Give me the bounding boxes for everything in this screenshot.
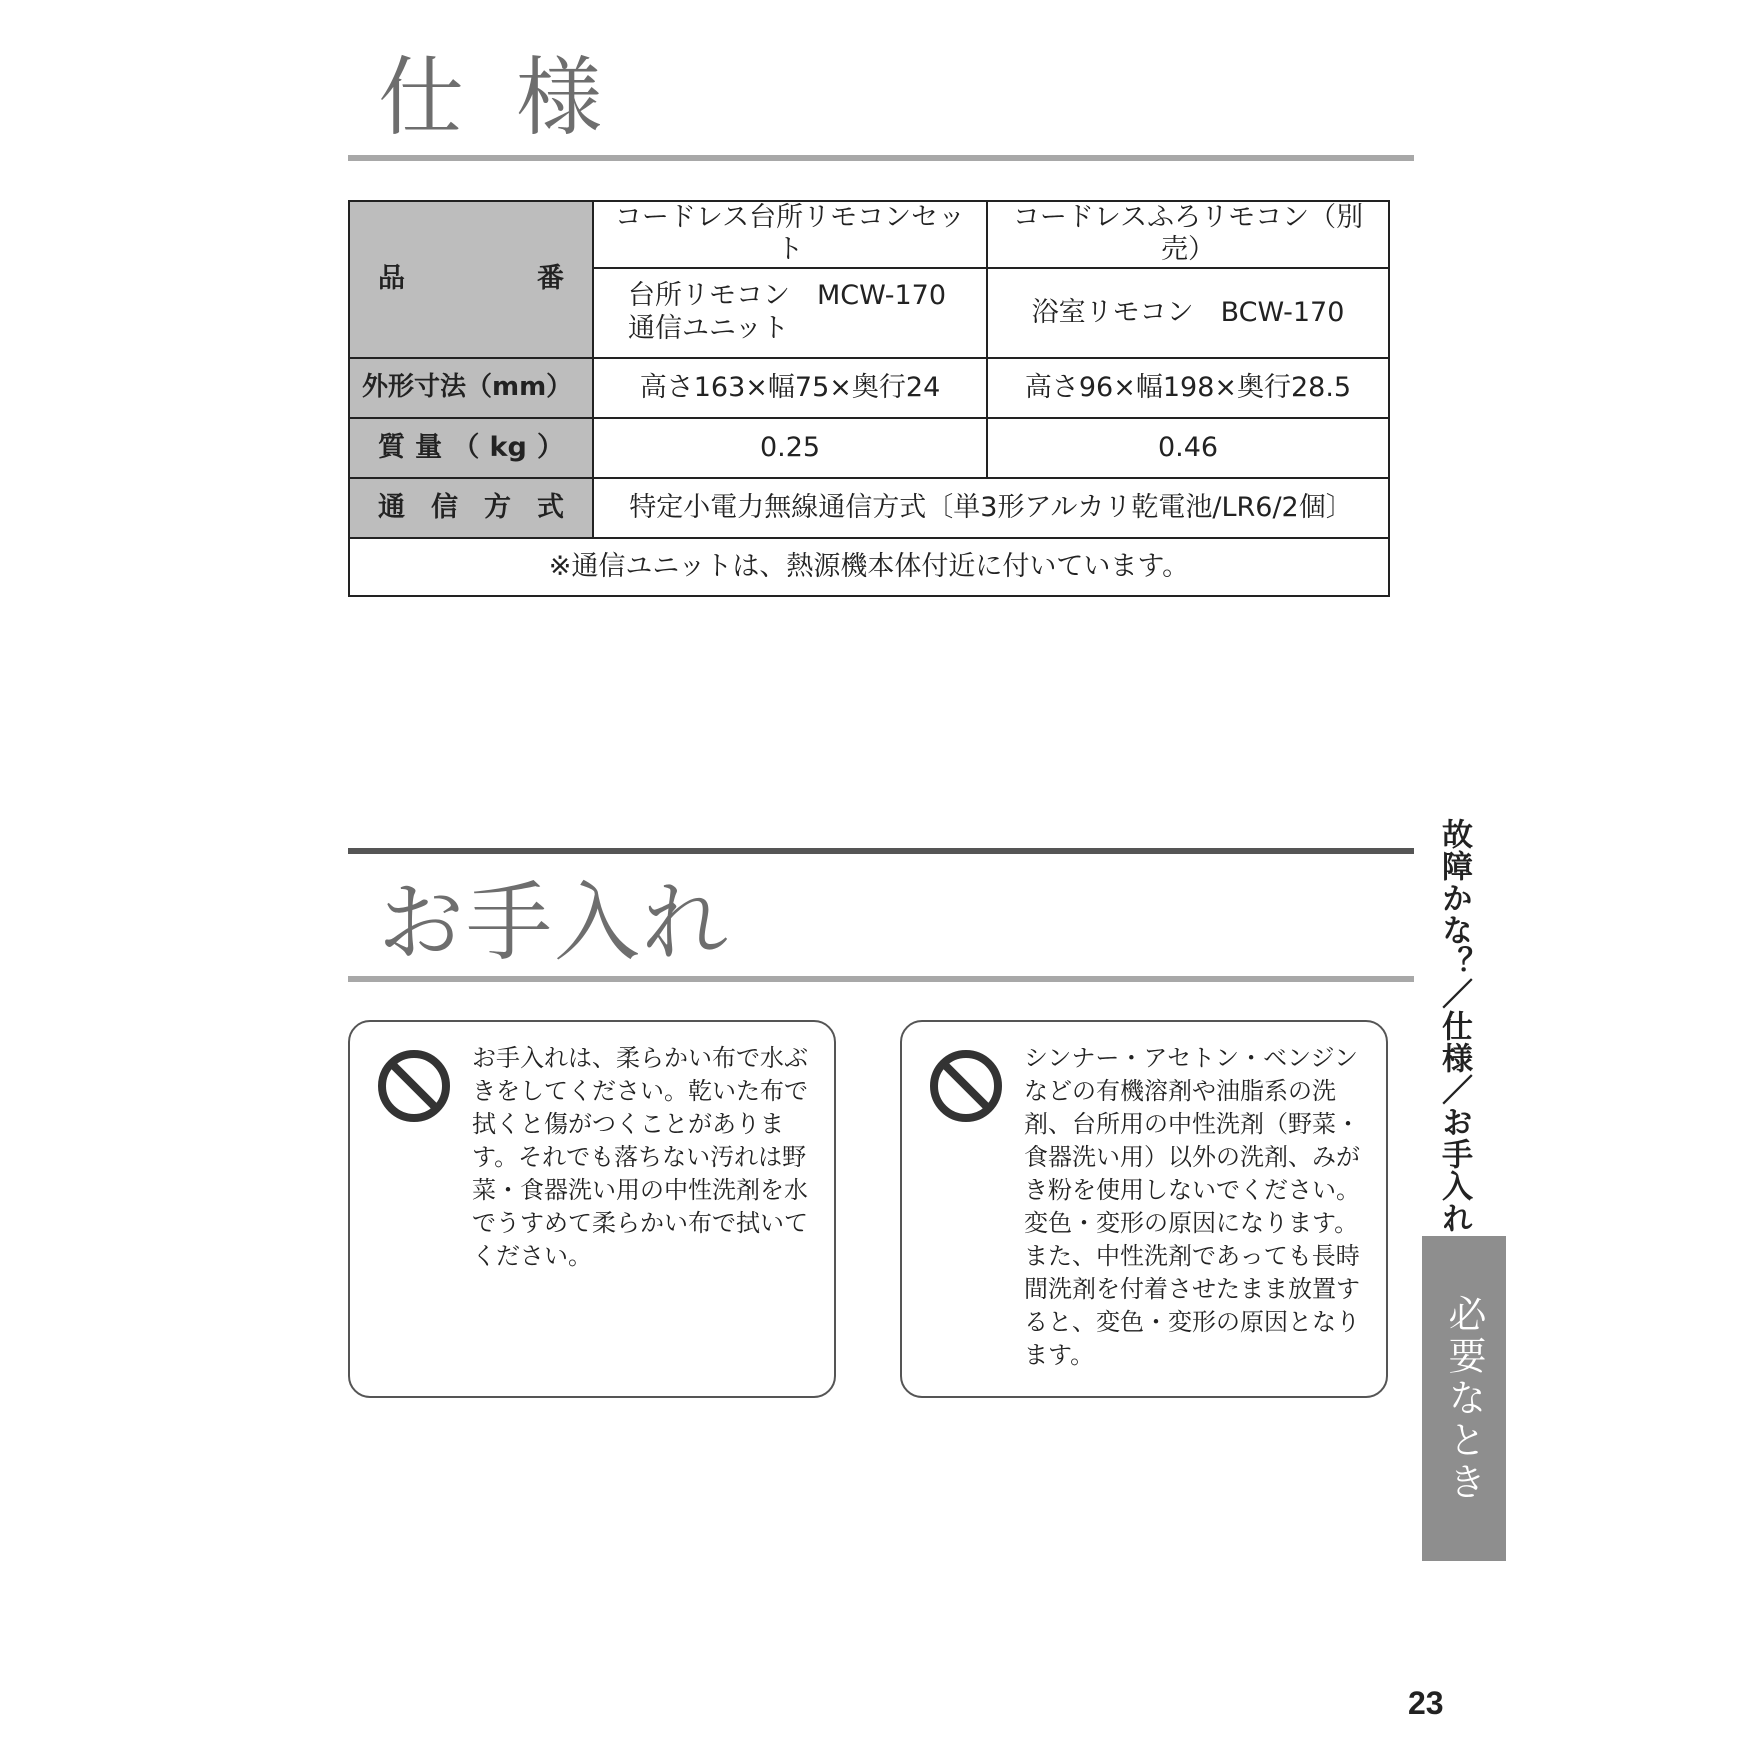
section-tab[interactable] xyxy=(1422,1236,1506,1561)
col2-header: コードレスふろリモコン（別売） xyxy=(987,201,1389,268)
spec-title-underline xyxy=(348,155,1414,161)
care-title-overline xyxy=(348,848,1414,854)
col1-model-line1: 台所リモコン MCW-170 xyxy=(628,280,947,312)
label-dimensions: 外形寸法（mm） xyxy=(349,358,593,418)
comm-value: 特定小電力無線通信方式〔単3形アルカリ乾電池/LR6/2個〕 xyxy=(593,478,1389,538)
care-title-underline xyxy=(348,976,1414,982)
spec-table xyxy=(348,200,1390,597)
label-model: 品番 xyxy=(349,201,593,358)
col1-model-line2: 通信ユニット xyxy=(628,312,789,344)
spec-title: 仕様 xyxy=(378,48,654,148)
care-box-1-text: お手入れは、柔らかい布で水ぶきをしてください。乾いた布で拭くと傷がつくことがあります。それでも落ちない汚れは野菜・食器洗い用の中性洗剤を水でうすめて柔らかい布で拭いてください。 xyxy=(472,1044,808,1270)
care-box-2-text: シンナー・アセトン・ベンジンなどの有機溶剤や油脂系の洗剤、台所用の中性洗剤（野菜・食器洗い用）以外の洗剤、みがき粉を使用しないでください。変色・変形の原因になります。また、中性洗剤であっても長時間洗剤を付着させたまま放置すると、変色・変形の原因となります。 xyxy=(1024,1044,1360,1369)
col1-dimensions: 高さ163×幅75×奥行24 xyxy=(593,358,987,418)
care-box-2 xyxy=(900,1020,1388,1398)
care-title: お手入れ xyxy=(378,873,730,973)
col1-header: コードレス台所リモコンセット xyxy=(593,201,987,268)
col2-dimensions: 高さ96×幅198×奥行28.5 xyxy=(987,358,1389,418)
prohibited-icon xyxy=(928,1048,1004,1124)
col2-model: 浴室リモコン BCW-170 xyxy=(987,268,1389,358)
col2-mass: 0.46 xyxy=(987,418,1389,478)
page-number: 23 xyxy=(1408,1685,1444,1721)
col1-mass: 0.25 xyxy=(593,418,987,478)
care-box-1 xyxy=(348,1020,836,1398)
section-side-label: 故障かな？／仕様／お手入れ xyxy=(1436,818,1472,1234)
table-note: ※通信ユニットは、熱源機本体付近に付いています。 xyxy=(349,538,1389,596)
label-mass: 質量（kg） xyxy=(349,418,593,478)
section-tab-label: 必要なとき xyxy=(1442,1294,1486,1504)
col1-model xyxy=(593,268,987,358)
prohibited-icon xyxy=(376,1048,452,1124)
label-comm: 通信方式 xyxy=(349,478,593,538)
